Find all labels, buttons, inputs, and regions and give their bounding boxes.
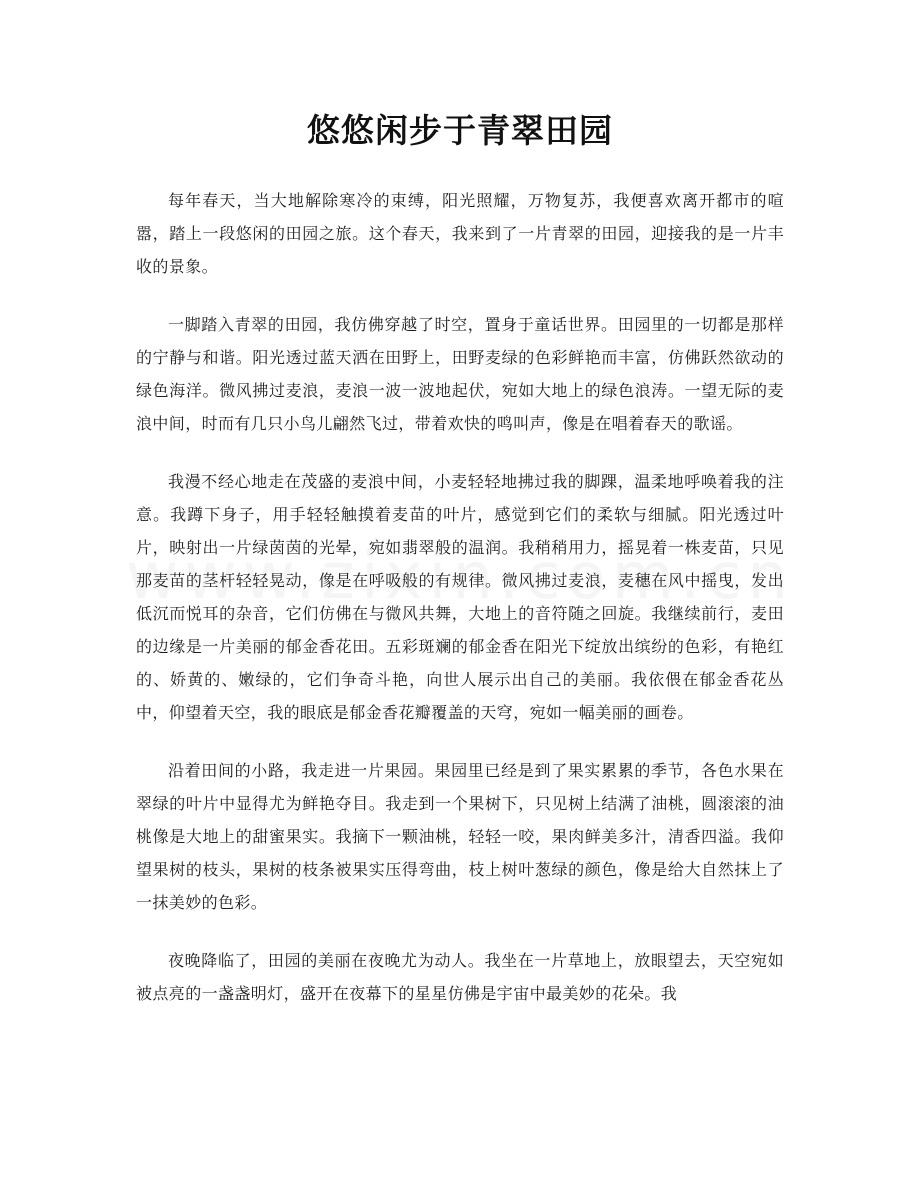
paragraph-1: 每年春天，当大地解除寒冷的束缚，阳光照耀，万物复苏，我便喜欢离开都市的喧嚣，踏上一段悠闲的田园之旅。这个春天，我来到了一片青翠的田园，迎接我的是一片丰收的景象。 [136,191,784,276]
paragraph-3: 我漫不经心地走在茂盛的麦浪中间，小麦轻轻地拂过我的脚踝，温柔地呼唤着我的注意。我蹲下身子，用手轻轻触摸着麦苗的叶片，感觉到它们的柔软与细腻。阳光透过叶片，映射出一片绿茵茵的光晕，宛如翡翠般的温润。我稍稍用力，摇晃着一株麦苗，只见那麦苗的茎杆轻轻晃动，像是在呼吸般的有规律。微风拂过麦浪，麦穗在风中摇曳，发出低沉而悦耳的杂音，它们仿佛在与微风共舞，大地上的音符随之回旋。我继续前行，麦田的边缘是一片美丽的郁金香花田。五彩斑斓的郁金香在阳光下绽放出缤纷的色彩，有艳红的、娇黄的、嫩绿的，它们争奇斗艳，向世人展示出自己的美丽。我依偎在郁金香花丛中，仰望着天空，我的眼底是郁金香花瓣覆盖的天穹，宛如一幅美丽的画卷。 [136,472,784,722]
paragraph-2: 一脚踏入青翠的田园，我仿佛穿越了时空，置身于童话世界。田园里的一切都是那样的宁静与和谐。阳光透过蓝天洒在田野上，田野麦绿的色彩鲜艳而丰富，仿佛跃然欲动的绿色海洋。微风拂过麦浪，麦浪一波一波地起伏，宛如大地上的绿色浪涛。一望无际的麦浪中间，时而有几只小鸟儿翩然飞过，带着欢快的鸣叫声，像是在唱着春天的歌谣。 [136,315,784,433]
paragraph-4: 沿着田间的小路，我走进一片果园。果园里已经是到了果实累累的季节，各色水果在翠绿的叶片中显得尤为鲜艳夺目。我走到一个果树下，只见树上结满了油桃，圆滚滚的油桃像是大地上的甜蜜果实。我摘下一颗油桃，轻轻一咬，果肉鲜美多汁，清香四溢。我仰望果树的枝头，果树的枝条被果实压得弯曲，枝上树叶葱绿的颜色，像是给大自然抹上了一抹美妙的色彩。 [136,761,784,912]
document-body [136,184,784,1035]
paragraph-5: 夜晚降临了，田园的美丽在夜晚尤为动人。我坐在一片草地上，放眼望去，天空宛如被点亮的一盏盏明灯，盛开在夜幕下的星星仿佛是宇宙中最美妙的花朵。我 [136,951,784,1003]
document-title: 悠悠闲步于青翠田园 [307,111,613,150]
